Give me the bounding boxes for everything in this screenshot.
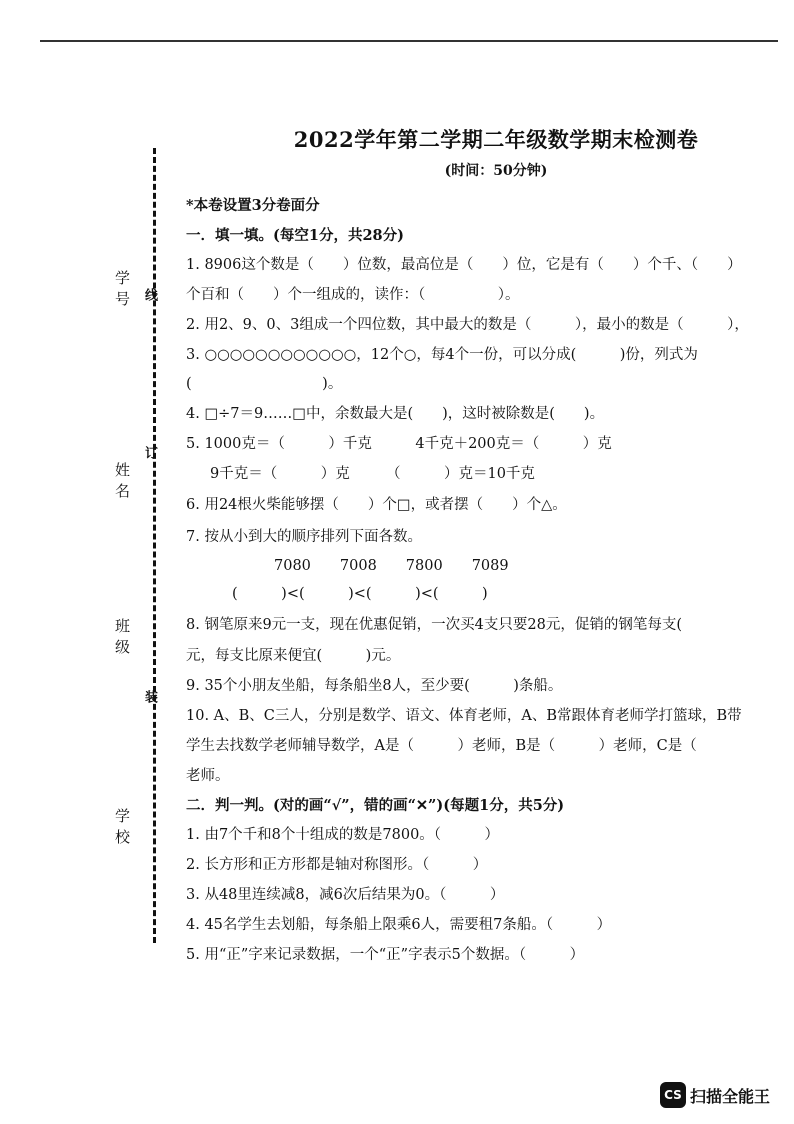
question-line: 老师。: [186, 768, 230, 784]
question-line: 9. 35个小朋友坐船，每条船坐8人，至少要( )条船。: [186, 678, 563, 694]
score-note: *本卷设置3分卷面分: [186, 197, 320, 214]
judge-question: 3. 从48里连续减8，减6次后结果为0。（ ）: [186, 887, 505, 903]
camscanner-logo-icon: CS: [660, 1082, 686, 1108]
number-list: 7080 7008 7800 7089: [274, 558, 509, 574]
question-line: 6. 用24根火柴能够摆（ ）个□，或者摆（ ）个△。: [186, 497, 567, 513]
question-line: 7. 按从小到大的顺序排列下面各数。: [186, 529, 422, 545]
question-line: 4. □÷7＝9……□中，余数最大是( )，这时被除数是( )。: [186, 406, 605, 422]
question-line: 学生去找数学老师辅导数学，A是（ ）老师，B是（ ）老师，C是（: [186, 738, 726, 754]
page-title: 2022学年第二学期二年级数学期末检测卷: [293, 127, 699, 152]
school-label: 学校: [113, 808, 131, 850]
section1-heading: 一．填一填。(每空1分，共28分): [186, 227, 404, 244]
class-label: 班级: [113, 618, 131, 660]
judge-question: 1. 由7个千和8个十组成的数是7800。（ ）: [186, 827, 500, 843]
margin-mark-zhuang: 装: [142, 690, 157, 703]
judge-question: 2. 长方形和正方形都是轴对称图形。（ ）: [186, 857, 488, 873]
margin-mark-ding: 订: [142, 446, 157, 459]
question-line: 1. 8906这个数是（ ）位数，最高位是（ ）位，它是有（ ）个千、（ ）: [186, 257, 742, 273]
exam-duration: (时间：50分钟): [444, 163, 548, 179]
binding-line: [153, 148, 156, 943]
student-id-label: 学号: [113, 270, 131, 312]
margin-mark-xian: 线: [142, 288, 157, 301]
question-line: 5. 1000克＝（ ）千克 4千克＋200克＝（ ）克: [186, 436, 612, 452]
question-line: ( )。: [186, 376, 343, 392]
scanner-brand-text: 扫描全能王: [690, 1086, 771, 1106]
question-line: 8. 钢笔原来9元一支，现在优惠促销，一次买4支只要28元，促销的钢笔每支(: [186, 617, 682, 633]
name-label: 姓名: [113, 462, 131, 504]
section2-heading: 二．判一判。(对的画“√”，错的画“✕”)(每题1分，共5分): [186, 797, 565, 814]
order-blanks: ( )<( )<( )<( ): [232, 586, 488, 602]
judge-question: 5. 用“正”字来记录数据，一个“正”字表示5个数据。（ ）: [186, 947, 585, 963]
scanner-watermark: [660, 1082, 770, 1108]
question-line: 2. 用2、9、0、3组成一个四位数，其中最大的数是（ ），最小的数是（ ），: [186, 317, 749, 333]
question-line: 3. ○○○○○○○○○○○○，12个○，每4个一份，可以分成( )份，列式为: [186, 347, 698, 363]
question-line: 个百和（ ）个一组成的，读作：（ ）。: [186, 287, 520, 303]
top-rule: [40, 40, 778, 42]
judge-question: 4. 45名学生去划船，每条船上限乘6人，需要租7条船。（ ）: [186, 917, 612, 933]
question-line: 9千克＝（ ）克 （ ）克＝10千克: [210, 466, 535, 482]
question-line: 10. A、B、C三人，分别是数学、语文、体育老师，A、B常跟体育老师学打篮球，B带: [186, 708, 742, 724]
question-line: 元，每支比原来便宜( )元。: [186, 648, 401, 664]
